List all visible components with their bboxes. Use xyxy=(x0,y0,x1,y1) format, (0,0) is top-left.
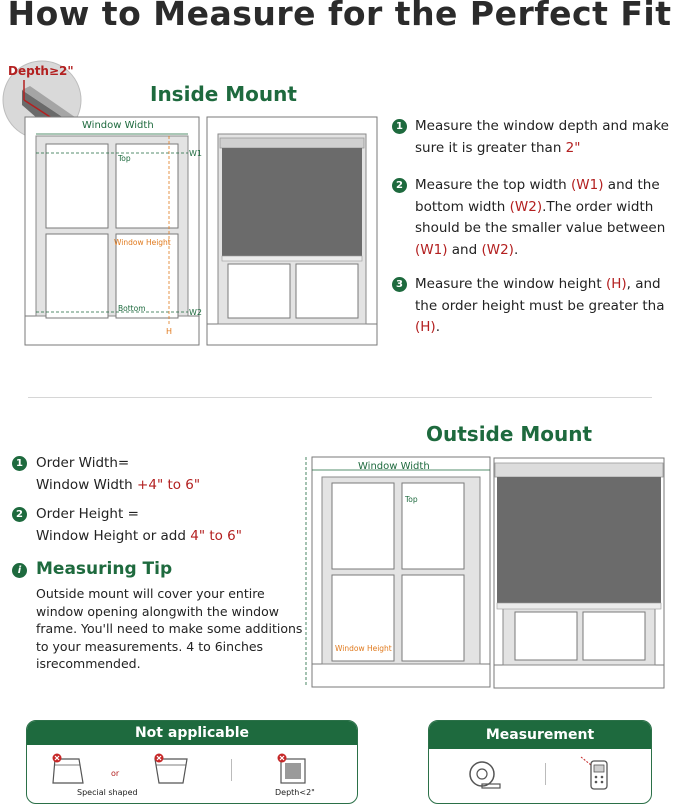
shallow-depth-icon xyxy=(275,753,311,787)
step-highlight: (W1) xyxy=(415,241,448,258)
step-text: and the bottom width xyxy=(415,177,660,215)
section-divider xyxy=(28,397,652,398)
step-text: Window Height or add xyxy=(36,527,191,544)
inside-measure-diagram xyxy=(24,116,200,346)
step-number-badge: 2 xyxy=(392,178,407,193)
inside-step-1 xyxy=(392,116,679,159)
step-text: Measure the window height xyxy=(415,276,606,292)
step-text: Order Height = xyxy=(36,506,139,522)
step-text: , and the order height must be greater tha xyxy=(415,276,665,314)
outside-mount-title: Outside Mount xyxy=(426,422,593,446)
separator xyxy=(545,763,546,785)
special-shaped-icon xyxy=(49,753,87,787)
step-number-badge: 1 xyxy=(12,456,27,471)
outside-shade-diagram xyxy=(493,457,665,689)
inside-mount-title: Inside Mount xyxy=(150,82,297,106)
step-highlight: (W2) xyxy=(481,241,514,258)
separator xyxy=(231,759,232,781)
step-text: and xyxy=(447,241,482,258)
tape-measure-icon xyxy=(467,757,501,791)
w1-label: W1 xyxy=(189,149,202,158)
step-highlight: (H) xyxy=(415,319,436,335)
step-text: . xyxy=(435,319,440,335)
bottom-label: Bottom xyxy=(118,304,146,313)
window-width-label: Window Width xyxy=(82,120,154,131)
depth-label: Depth≥2" xyxy=(8,64,74,78)
step-text: Measure the window depth and make sure it is greater than xyxy=(415,118,669,156)
step-text: Window Width xyxy=(36,476,138,493)
info-icon: i xyxy=(12,563,27,578)
trapezoid-window-icon xyxy=(153,753,191,787)
step-highlight: +4" to 6" xyxy=(137,476,201,493)
step-highlight: (H) xyxy=(605,276,627,292)
or-label: or xyxy=(111,769,120,778)
window-width-label: Window Width xyxy=(358,461,430,472)
laser-meter-icon xyxy=(579,755,615,793)
measurement-title: Measurement xyxy=(429,721,651,749)
window-height-label: Window Height xyxy=(335,644,392,653)
inside-shade-diagram xyxy=(206,116,378,346)
step-text: .The order width should be the smaller value between xyxy=(415,198,666,236)
top-label: Top xyxy=(405,495,418,504)
step-number-badge: 3 xyxy=(392,277,407,292)
step-highlight: (W2) xyxy=(509,198,543,215)
step-number-badge: 2 xyxy=(12,507,27,522)
outside-step-2 xyxy=(12,504,292,547)
outside-step-1 xyxy=(12,453,292,496)
step-highlight: 2" xyxy=(565,139,581,156)
step-text: Order Width= xyxy=(36,455,130,471)
step-highlight: 4" to 6" xyxy=(190,527,242,544)
page-title: How to Measure for the Perfect Fit xyxy=(7,0,672,33)
step-text: . xyxy=(513,241,519,258)
inside-step-2 xyxy=(392,175,679,261)
window-height-label: Window Height xyxy=(114,238,171,247)
inside-step-3 xyxy=(392,274,679,339)
step-highlight: (W1) xyxy=(571,177,604,193)
measurement-box xyxy=(428,720,652,804)
tip-title: Measuring Tip xyxy=(36,559,173,579)
special-shaped-label: Special shaped xyxy=(77,788,138,797)
outside-measure-diagram xyxy=(300,455,492,689)
not-applicable-box xyxy=(26,720,358,804)
h-label: H xyxy=(166,327,173,336)
w2-label: W2 xyxy=(189,308,202,317)
depth-less-label: Depth<2" xyxy=(275,788,315,797)
not-applicable-title: Not applicable xyxy=(27,721,357,745)
step-number-badge: 1 xyxy=(392,119,407,134)
step-text: Measure the top width xyxy=(415,177,572,193)
top-label: Top xyxy=(118,154,131,163)
tip-text: Outside mount will cover your entire window opening alongwith the window frame. You'll need to make some additions to your measurements. 4 to 6inches isrecommended. xyxy=(36,586,303,671)
